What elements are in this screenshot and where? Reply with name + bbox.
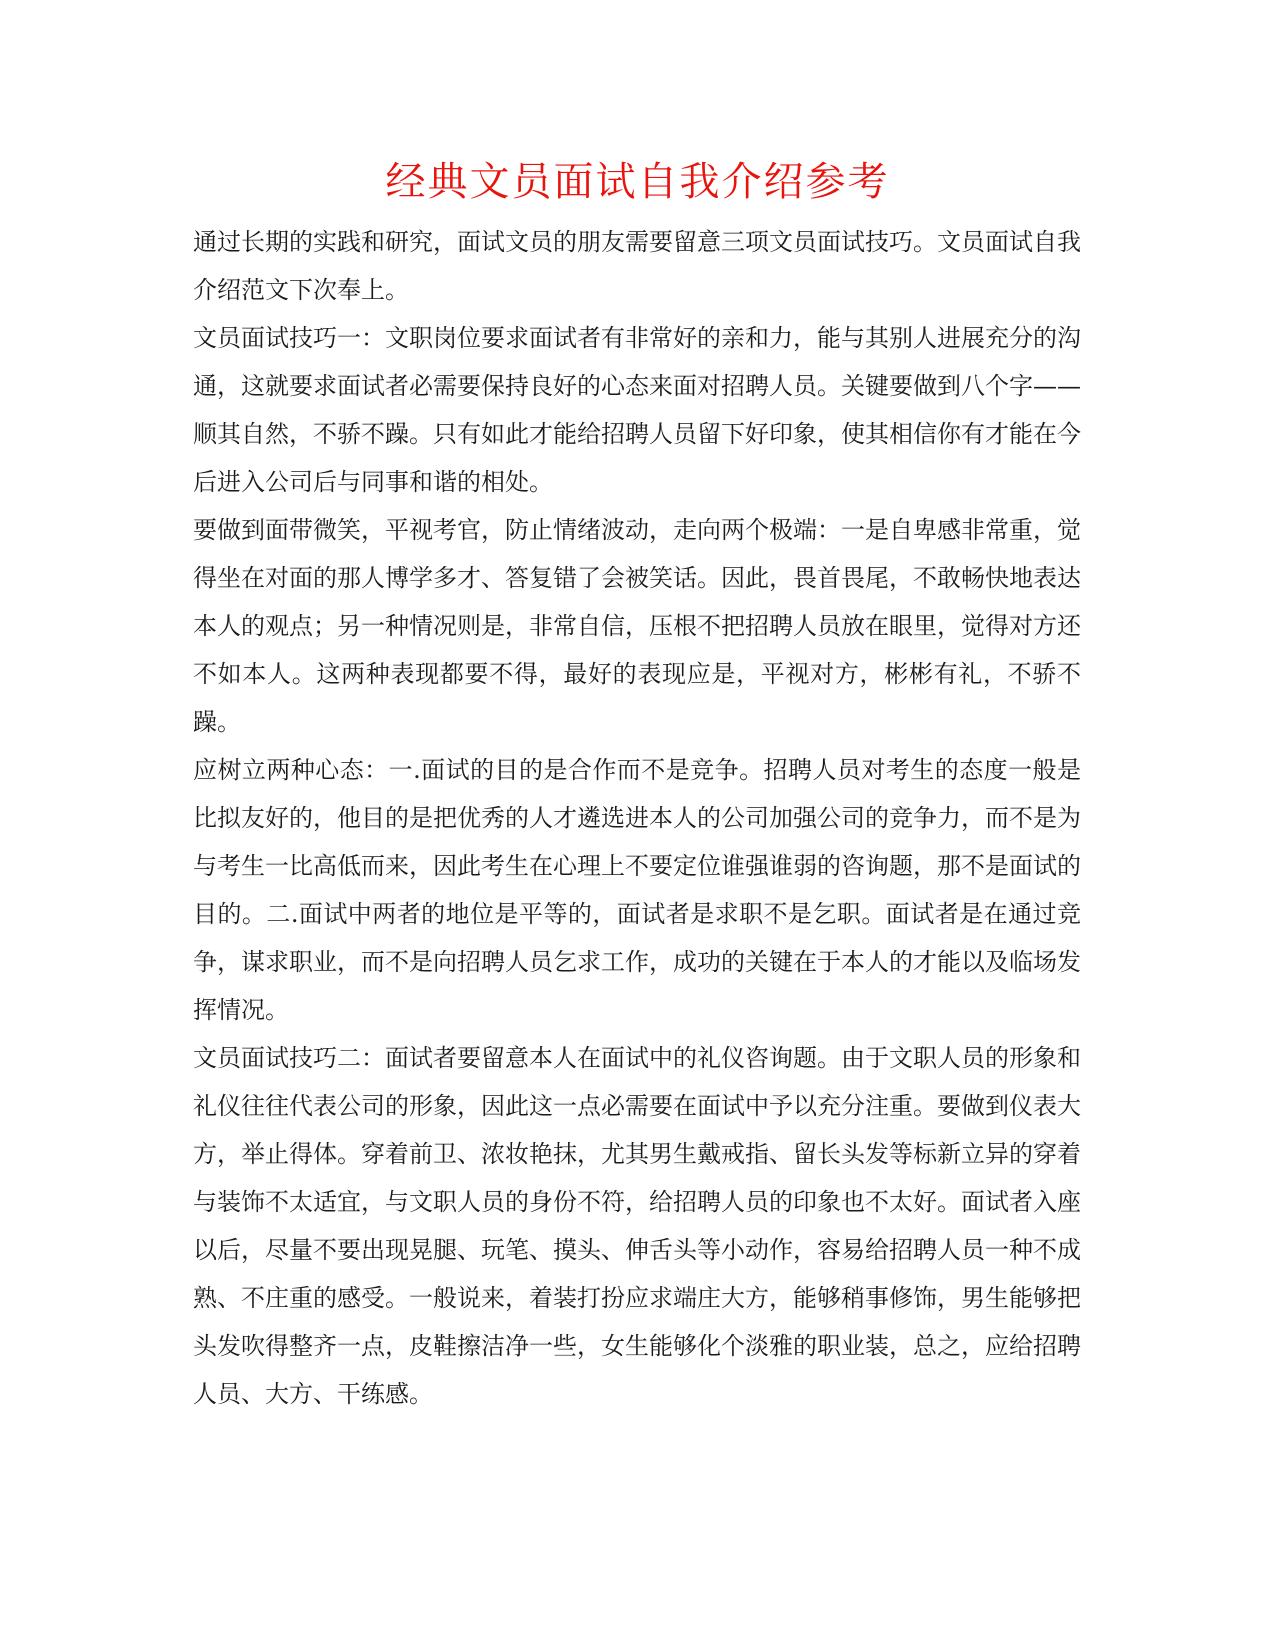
- paragraph-attitude: 要做到面带微笑，平视考官，防止情绪波动，走向两个极端：一是自卑感非常重，觉得坐在对面的那人博学多才、答复错了会被笑话。因此，畏首畏尾，不敢畅快地表达本人的观点；另一种情况则是，非常自信，压根不把招聘人员放在眼里，觉得对方还不如本人。这两种表现都要不得，最好的表现应是，平视对方，彬彬有礼，不骄不躁。: [193, 516, 1081, 736]
- paragraph-two-mindsets: 应树立两种心态：一.面试的目的是合作而不是竞争。招聘人员对考生的态度一般是比拟友好的，他目的是把优秀的人才遴选进本人的公司加强公司的竞争力，而不是为与考生一比高低而来，因此考生在心理上不要定位谁强谁弱的咨询题，那不是面试的目的。二.面试中两者的地位是平等的，面试者是求职不是乞职。面试者是在通过竞争，谋求职业，而不是向招聘人员乞求工作，成功的关键在于本人的才能以及临场发挥情况。: [193, 756, 1081, 1024]
- document-title: 经典文员面试自我介绍参考: [385, 159, 890, 205]
- paragraph-intro: 通过长期的实践和研究，面试文员的朋友需要留意三项文员面试技巧。文员面试自我介绍范文下次奉上。: [193, 228, 1081, 304]
- document-body: [193, 218, 1081, 1418]
- paragraph-tip-one: 文员面试技巧一：文职岗位要求面试者有非常好的亲和力，能与其别人进展充分的沟通，这就要求面试者必需要保持良好的心态来面对招聘人员。关键要做到八个字——: [193, 324, 1081, 400]
- paragraph-tip-two: 文员面试技巧二：面试者要留意本人在面试中的礼仪咨询题。由于文职人员的形象和礼仪往往代表公司的形象，因此这一点必需要在面试中予以充分注重。要做到仪表大方，举止得体。穿着前卫、浓妆艳抹，尤其男生戴戒指、留长头发等标新立异的穿着与装饰不太适宜，与文职人员的身份不符，给招聘人员的印象也不太好。面试者入座以后，尽量不要出现晃腿、玩笔、摸头、伸舌头等小动作，容易给招聘人员一种不成熟、不庄重的感受。一般说来，着装打扮应求端庄大方，能够稍事修饰，男生能够把头发吹得整齐一点，皮鞋擦洁净一些，女生能够化个淡雅的职业装，总之，应给招聘人员、大方、干练感。: [193, 1044, 1081, 1408]
- paragraph-tip-one-continued: 顺其自然，不骄不躁。只有如此才能给招聘人员留下好印象，使其相信你有才能在今后进入公司后与同事和谐的相处。: [193, 420, 1081, 496]
